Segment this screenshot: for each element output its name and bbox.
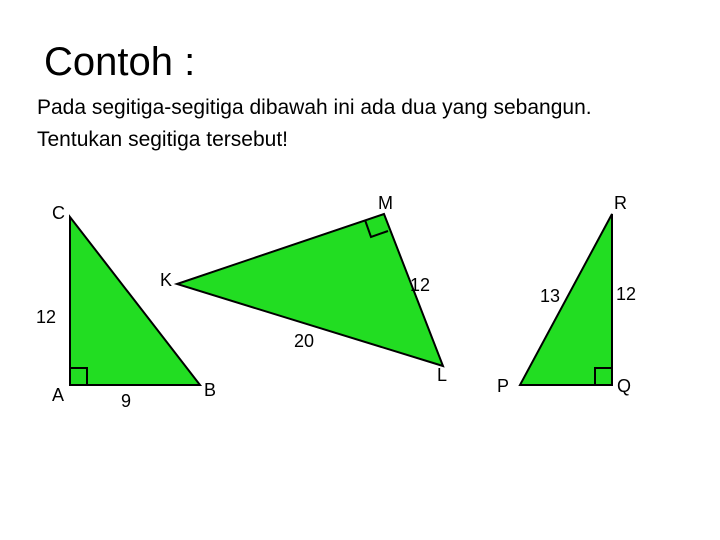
side-label-ca: 12: [36, 307, 57, 327]
triangle-klm: [160, 193, 447, 385]
triangle-abc: [36, 203, 216, 411]
triangle-abc-shape: [70, 217, 200, 385]
instruction-line-1: Pada segitiga-segitiga dibawah ini ada dua yang sebangun.: [37, 96, 592, 119]
vertex-label-p: P: [497, 376, 510, 396]
side-label-ab: 9: [121, 391, 132, 411]
instruction-line-2: Tentukan segitiga tersebut!: [37, 128, 288, 151]
vertex-label-k: K: [160, 270, 173, 290]
vertex-label-c: C: [52, 203, 65, 223]
side-label-rq: 12: [616, 284, 637, 304]
vertex-label-b: B: [204, 380, 217, 400]
slide-title: Contoh :: [44, 40, 196, 84]
vertex-label-m: M: [378, 193, 393, 213]
triangle-pqr-shape: [520, 214, 612, 385]
vertex-label-l: L: [437, 365, 448, 385]
vertex-label-r: R: [614, 193, 627, 213]
side-label-pr: 13: [540, 286, 561, 306]
side-label-kl: 20: [294, 331, 315, 351]
vertex-label-q: Q: [617, 376, 632, 396]
triangle-pqr: [497, 193, 636, 396]
vertex-label-a: A: [52, 385, 65, 405]
side-label-ml: 12: [410, 275, 431, 295]
